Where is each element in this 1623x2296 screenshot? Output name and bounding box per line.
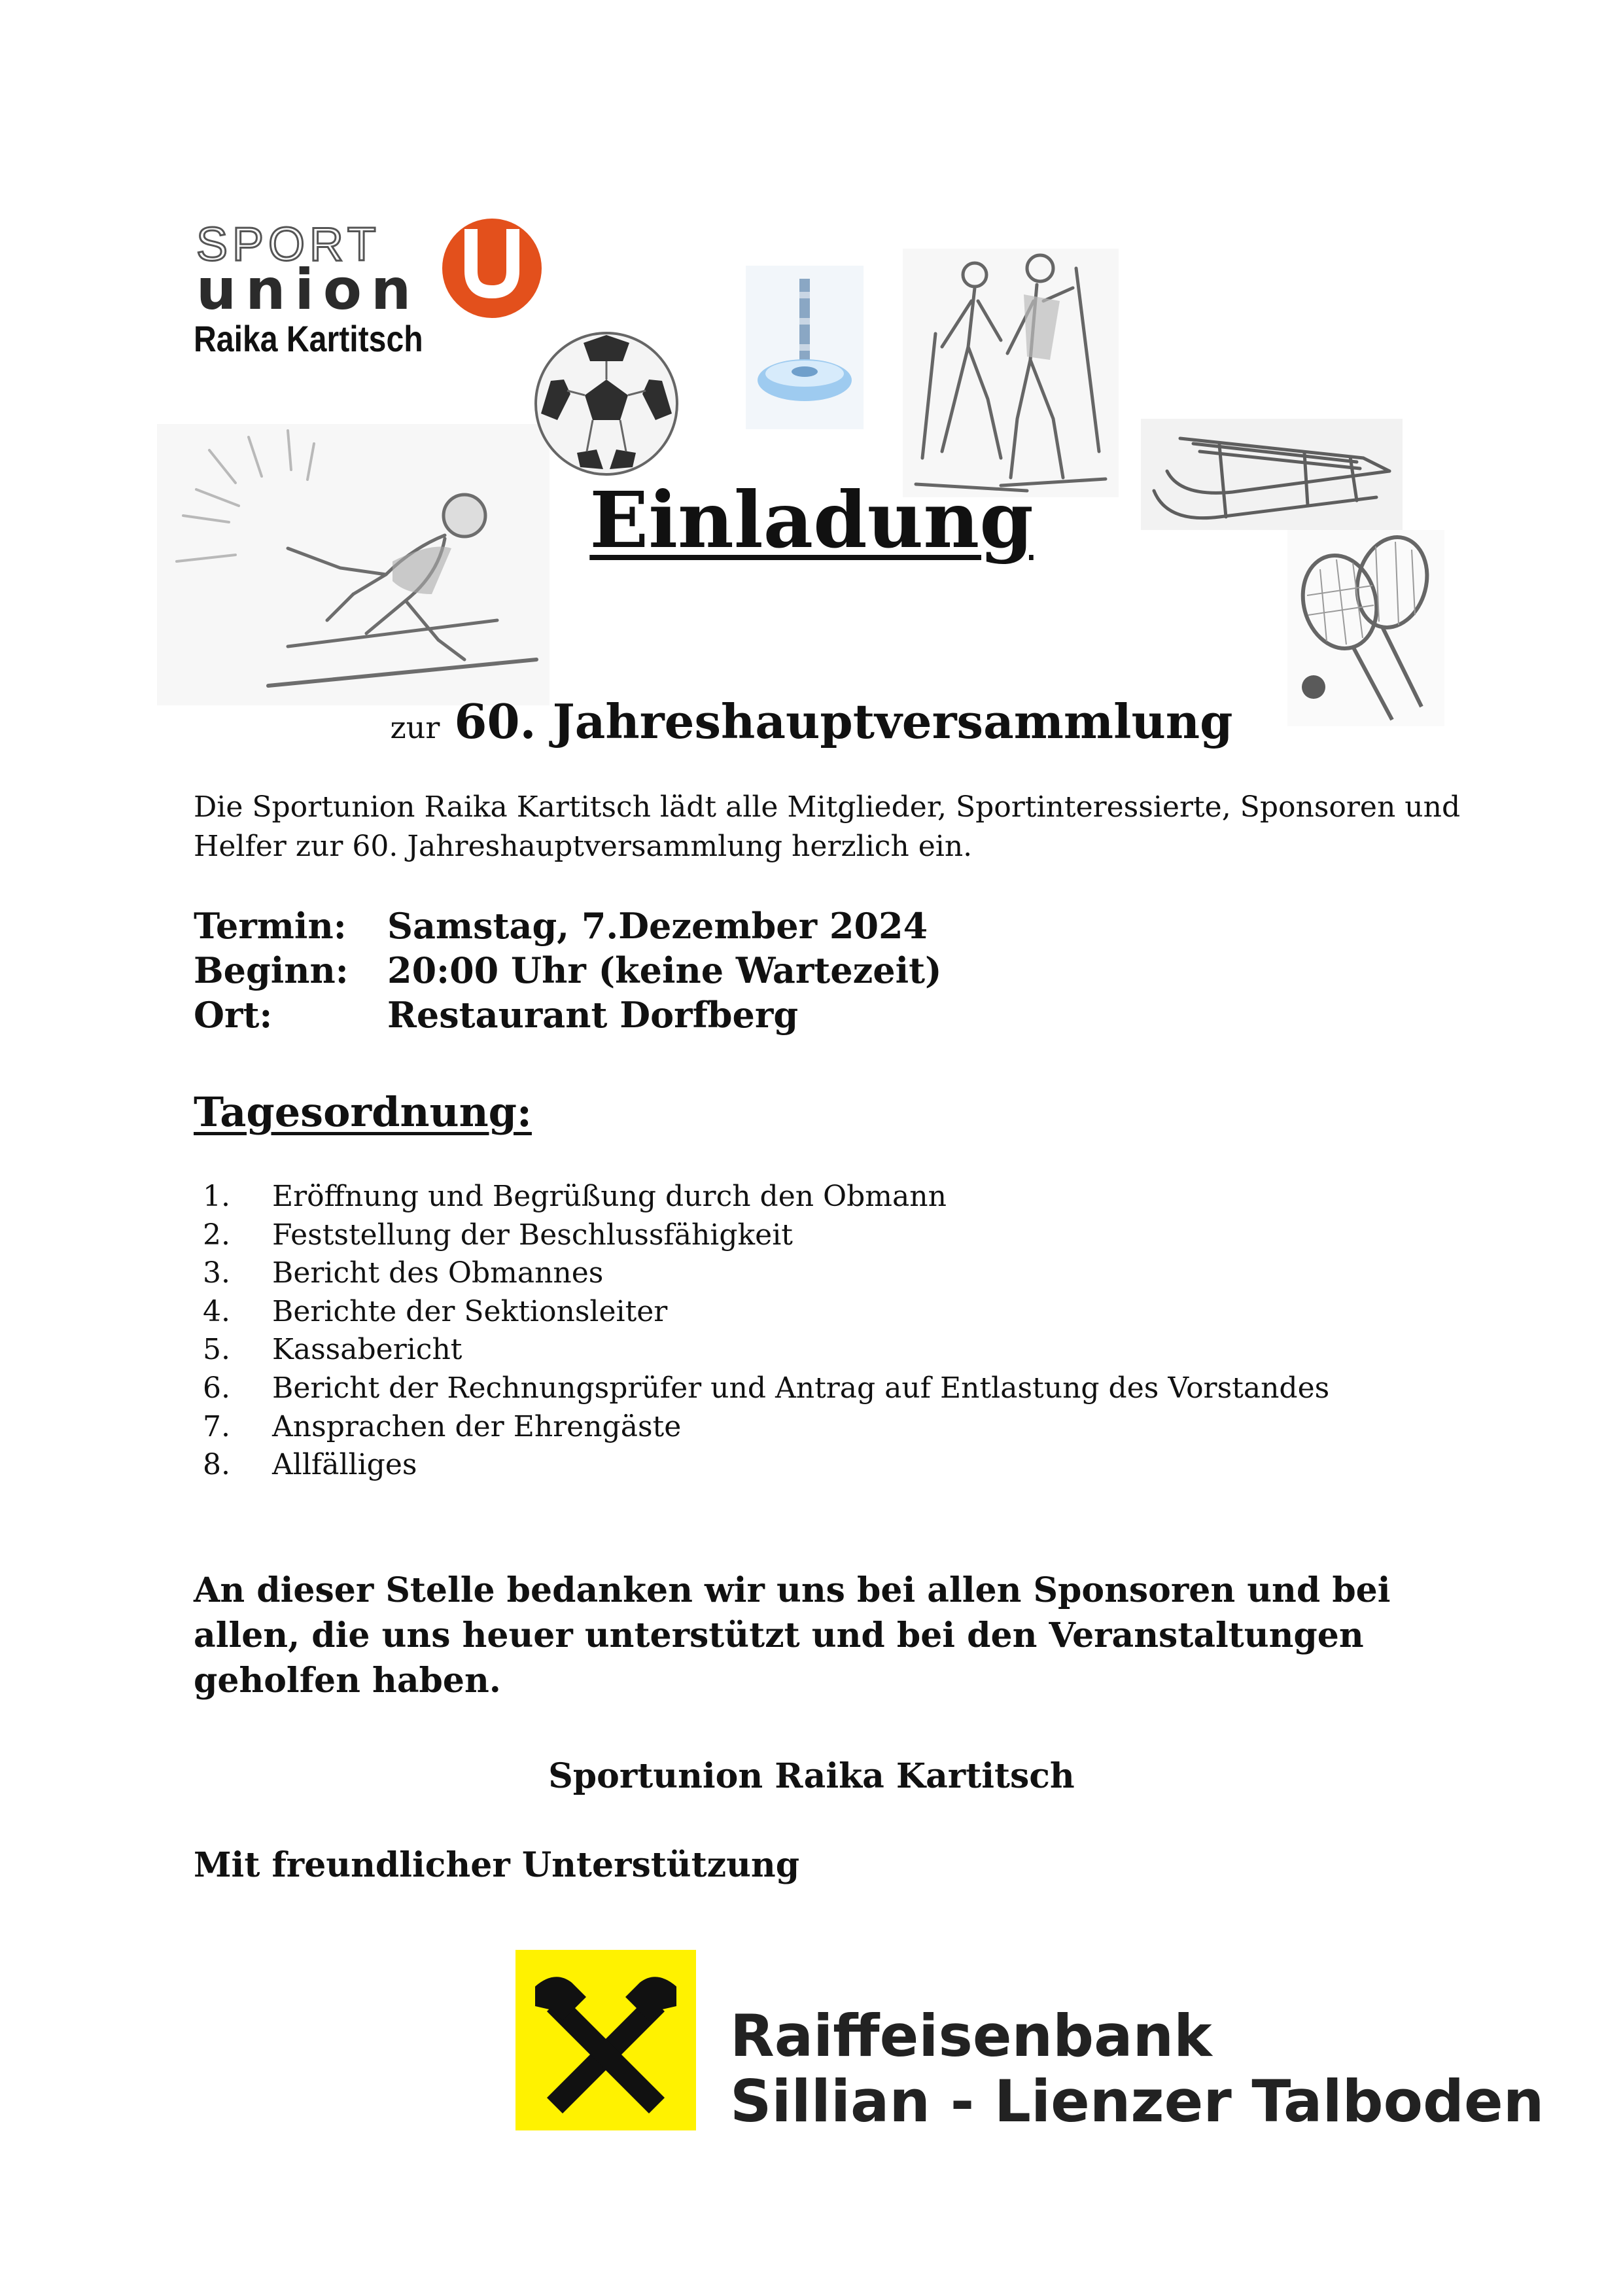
agenda-item-number: 2.	[203, 1218, 230, 1252]
logo-text-union: union	[196, 257, 421, 323]
agenda-item-text: Ansprachen der Ehrengäste	[272, 1409, 682, 1443]
subtitle-main: 60. Jahreshauptversammlung	[454, 694, 1233, 749]
agenda-item	[203, 1446, 1329, 1485]
agenda-heading: Tagesordnung:	[194, 1088, 532, 1136]
sponsor-name-line2: Sillian - Lienzer Talboden	[730, 2068, 1544, 2135]
agenda-item	[203, 1178, 1329, 1216]
detail-row-termin	[194, 905, 928, 947]
agenda-item-text: Feststellung der Beschlussfähigkeit	[272, 1218, 793, 1252]
agenda-item-text: Eröffnung und Begrüßung durch den Obmann	[272, 1180, 947, 1213]
sponsor-name	[730, 2004, 1544, 2134]
detail-value: 20:00 Uhr (keine Wartezeit)	[387, 949, 942, 991]
agenda-item-text: Kassabericht	[272, 1333, 462, 1367]
agenda-item-text: Bericht der Rechnungsprüfer und Antrag auf Entlastung des Vorstandes	[272, 1371, 1330, 1405]
logo-text-sport: SPORT	[196, 219, 381, 271]
agenda-item-number: 6.	[203, 1371, 230, 1405]
agenda-item	[203, 1293, 1329, 1332]
agenda-item	[203, 1331, 1329, 1369]
agenda-list	[203, 1178, 1329, 1485]
detail-value: Samstag, 7.Dezember 2024	[387, 905, 928, 947]
agenda-item	[203, 1254, 1329, 1293]
page-title: Einladung	[589, 474, 1034, 565]
logo-club-name: Raika Kartitsch	[194, 318, 423, 359]
support-note: Mit freundlicher Unterstützung	[194, 1845, 800, 1885]
detail-label: Ort:	[194, 994, 273, 1036]
thanks-paragraph: An dieser Stelle bedanken wir uns bei allen Sponsoren und bei allen, die uns heuer unterstützt und bei den Veranstaltungen geholfen haben.	[194, 1570, 1391, 1701]
agenda-item	[203, 1216, 1329, 1255]
agenda-item-number: 7.	[203, 1409, 230, 1443]
agenda-item-number: 8.	[203, 1448, 230, 1482]
agenda-item-number: 1.	[203, 1180, 230, 1213]
subtitle	[0, 694, 1623, 750]
signature: Sportunion Raika Kartitsch	[548, 1756, 1075, 1796]
agenda-item-number: 4.	[203, 1294, 230, 1328]
agenda-item	[203, 1369, 1329, 1408]
detail-row-ort	[194, 994, 799, 1036]
raiffeisen-logo-icon	[515, 1950, 696, 2130]
agenda-item-number: 5.	[203, 1333, 230, 1367]
curling-stone-icon	[746, 266, 864, 429]
cross-country-skiers-drawing-icon	[903, 249, 1119, 497]
agenda-item-number: 3.	[203, 1256, 230, 1290]
soccer-ball-icon	[531, 328, 682, 479]
agenda-item-text: Allfälliges	[272, 1448, 417, 1482]
subtitle-prefix: zur	[390, 710, 440, 745]
agenda-item-text: Berichte der Sektionsleiter	[272, 1294, 668, 1328]
agenda-item-text: Bericht des Obmannes	[272, 1256, 604, 1290]
sponsor-name-line1: Raiffeisenbank	[730, 2002, 1212, 2070]
intro-paragraph: Die Sportunion Raika Kartitsch lädt alle Mitglieder, Sportinteressierte, Sponsoren und Helfer zur 60. Jahreshauptversammlung herzlich ein.	[194, 790, 1461, 863]
union-u-logo-icon	[440, 216, 544, 321]
skier-drawing-icon	[157, 424, 550, 705]
detail-value: Restaurant Dorfberg	[387, 994, 799, 1036]
agenda-item	[203, 1408, 1329, 1447]
detail-row-beginn	[194, 949, 942, 991]
detail-label: Termin:	[194, 905, 347, 947]
detail-label: Beginn:	[194, 949, 349, 991]
